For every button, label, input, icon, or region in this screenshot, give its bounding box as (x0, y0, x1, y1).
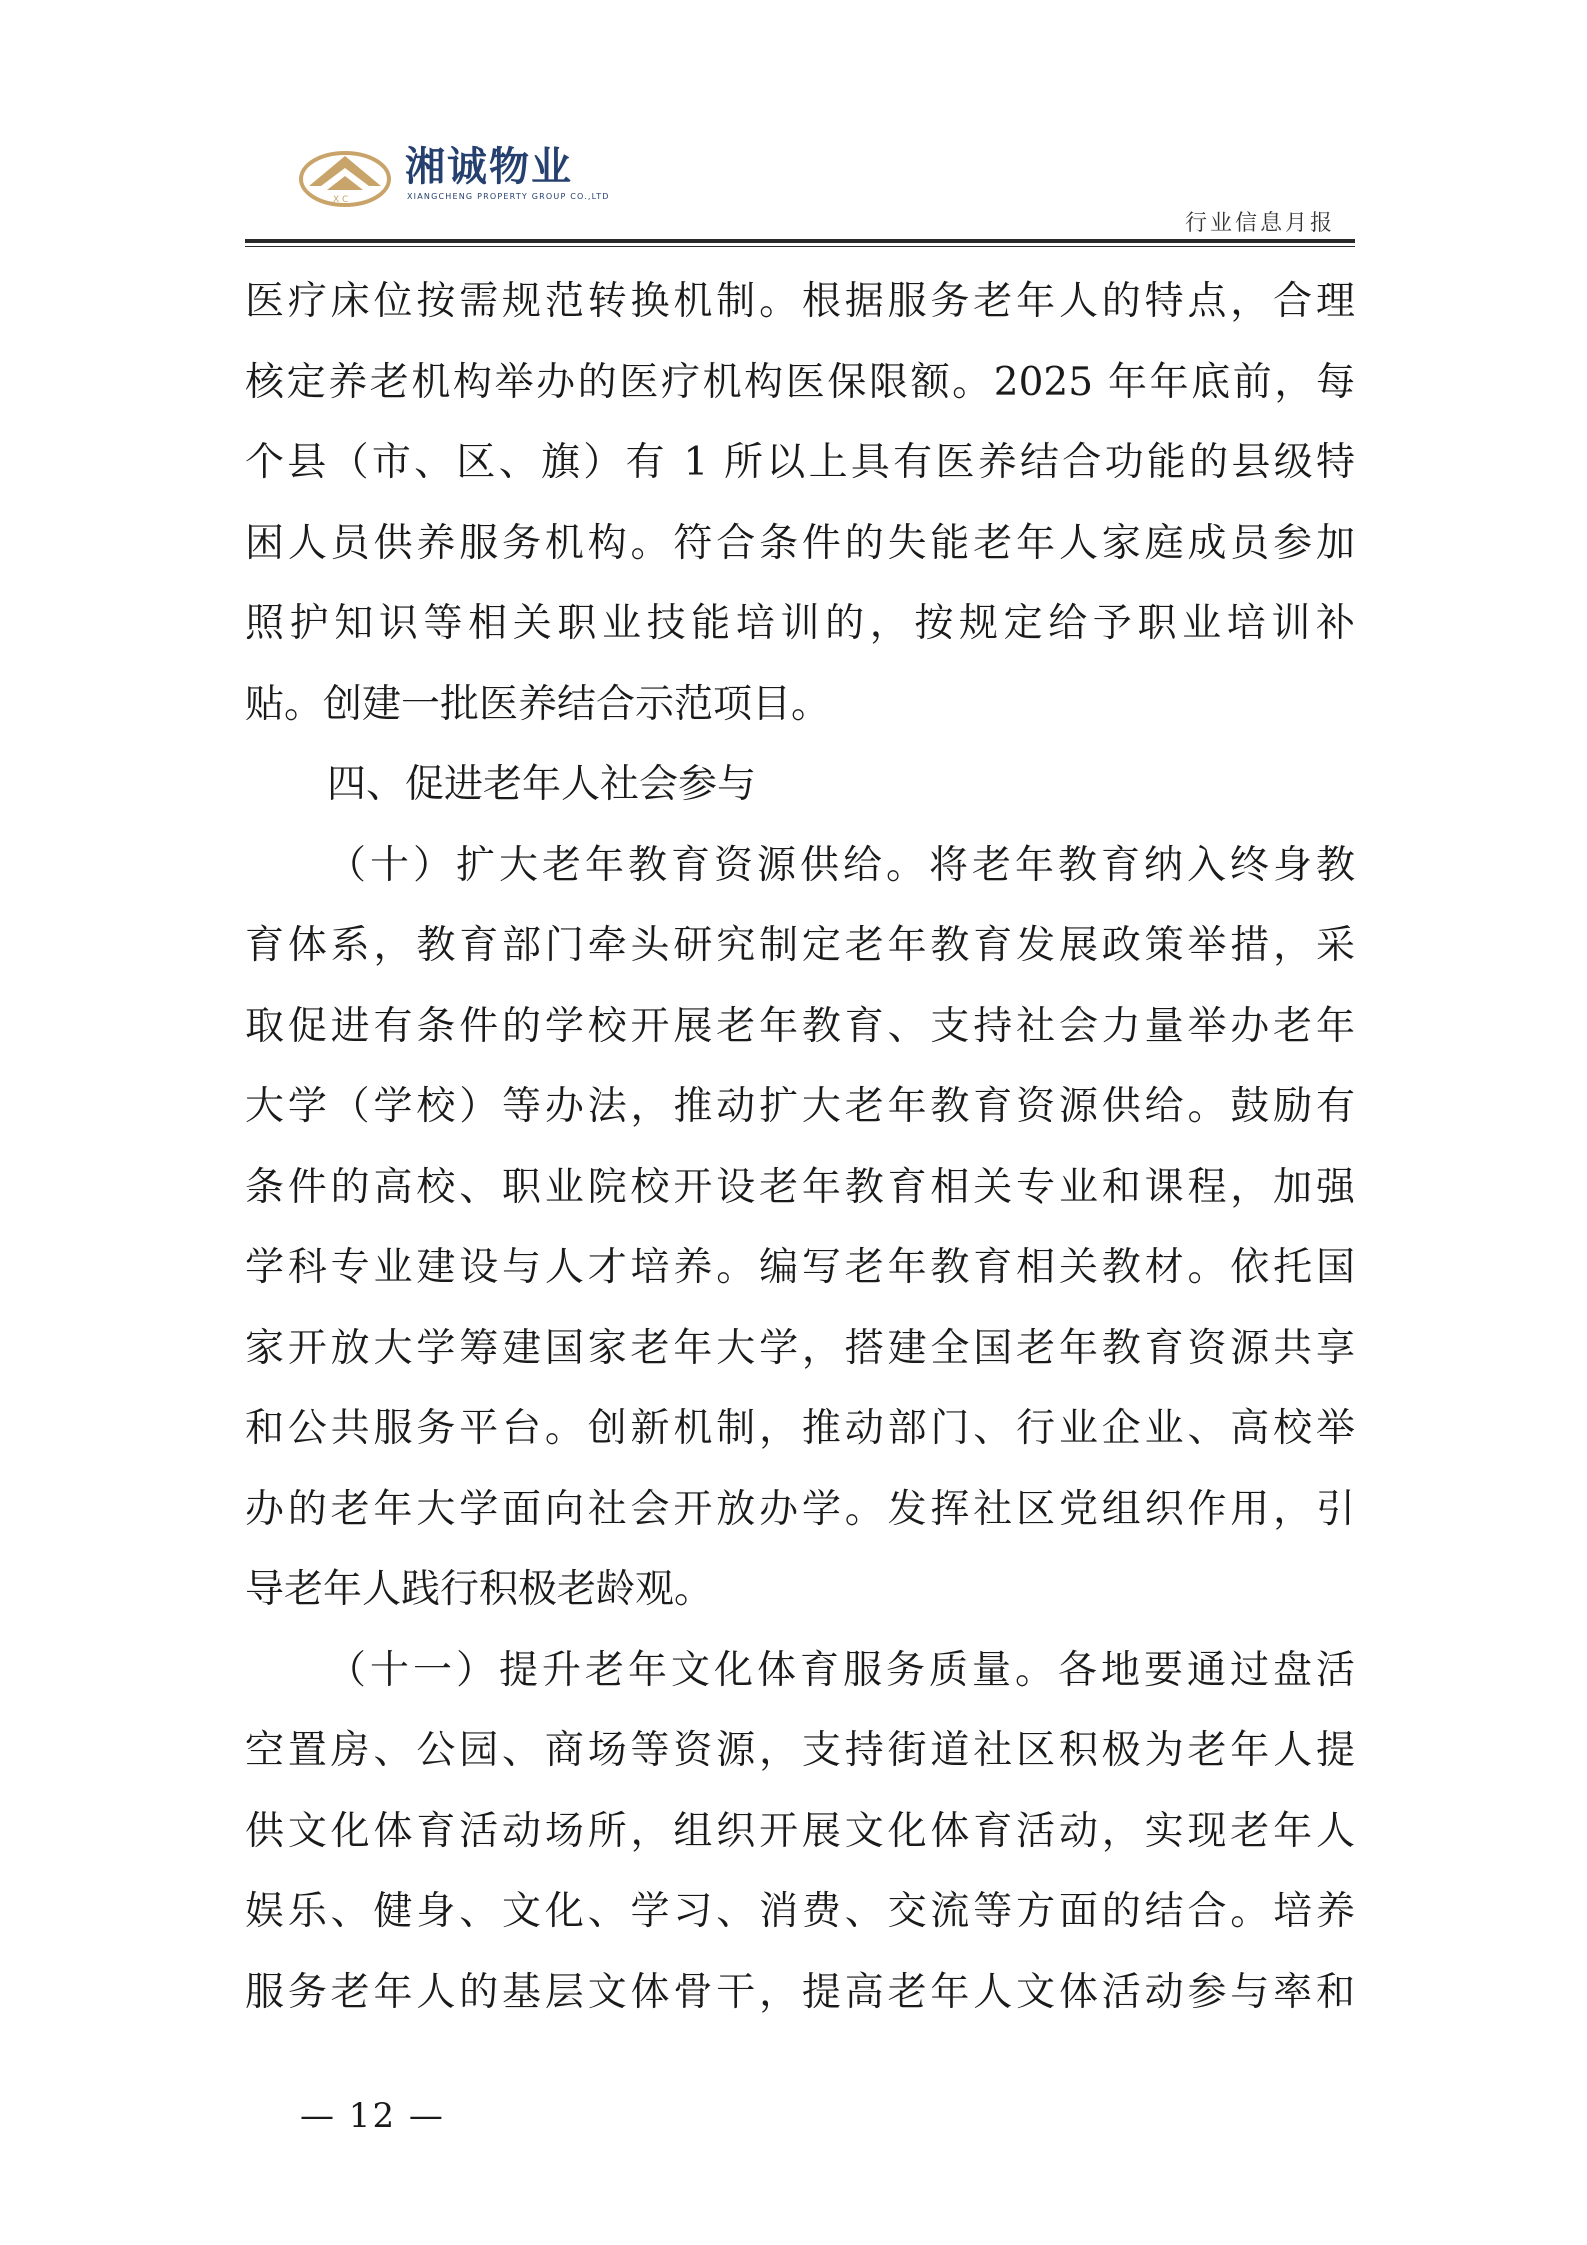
body-line: 供文化体育活动场所，组织开展文化体育活动，实现老年人 (245, 1808, 1355, 1854)
header-rule-thick (245, 239, 1355, 243)
body-line: 育体系，教育部门牵头研究制定老年教育发展政策举措，采 (245, 923, 1355, 968)
body-line: 照护知识等相关职业技能培训的，按规定给予职业培训补 (245, 601, 1355, 646)
document-body (245, 262, 1355, 2033)
body-line: 和公共服务平台。创新机制，推动部门、行业企业、高校举 (245, 1406, 1355, 1451)
company-name-en: XIANGCHENG PROPERTY GROUP CO.,LTD (407, 192, 610, 201)
section-heading: 四、促进老年人社会参与 (327, 762, 757, 807)
body-line: 贴。创建一批医养结合示范项目。 (245, 681, 831, 727)
body-line: 取促进有条件的学校开展老年教育、支持社会力量举办老年 (245, 1003, 1355, 1049)
body-line: （十一）提升老年文化体育服务质量。各地要通过盘活 (327, 1647, 1355, 1693)
body-line: 娱乐、健身、文化、学习、消费、交流等方面的结合。培养 (245, 1889, 1355, 1934)
body-line: 医疗床位按需规范转换机制。根据服务老年人的特点，合理 (245, 279, 1355, 324)
report-title: 行业信息月报 (1184, 211, 1335, 236)
company-name-cn: 湘诚物业 (405, 144, 573, 190)
header-rule-thin (245, 246, 1355, 247)
body-line: 办的老年大学面向社会开放办学。发挥社区党组织作用，引 (245, 1486, 1355, 1532)
body-line: 条件的高校、职业院校开设老年教育相关专业和课程，加强 (245, 1164, 1355, 1210)
logo-mark-letters: X C (333, 195, 349, 205)
page-header (245, 140, 1355, 250)
body-line: 空置房、公园、商场等资源，支持街道社区积极为老年人提 (245, 1728, 1355, 1773)
body-line: 导老年人践行积极老龄观。 (245, 1567, 714, 1612)
body-line: （十）扩大老年教育资源供给。将老年教育纳入终身教 (327, 842, 1355, 888)
body-line: 大学（学校）等办法，推动扩大老年教育资源供给。鼓励有 (245, 1084, 1355, 1129)
body-line: 学科专业建设与人才培养。编写老年教育相关教材。依托国 (245, 1245, 1355, 1290)
page-number: — 12 — (300, 2096, 445, 2136)
body-line: 服务老年人的基层文体骨干，提高老年人文体活动参与率和 (245, 1969, 1355, 2015)
body-line: 困人员供养服务机构。符合条件的失能老年人家庭成员参加 (245, 520, 1355, 566)
body-line: 个县（市、区、旗）有 1 所以上具有医养结合功能的县级特 (245, 440, 1355, 485)
body-line: 核定养老机构举办的医疗机构医保限额。2025 年年底前，每 (245, 359, 1355, 405)
company-logo-icon (299, 146, 391, 208)
body-line: 家开放大学筹建国家老年大学，搭建全国老年教育资源共享 (245, 1325, 1355, 1371)
